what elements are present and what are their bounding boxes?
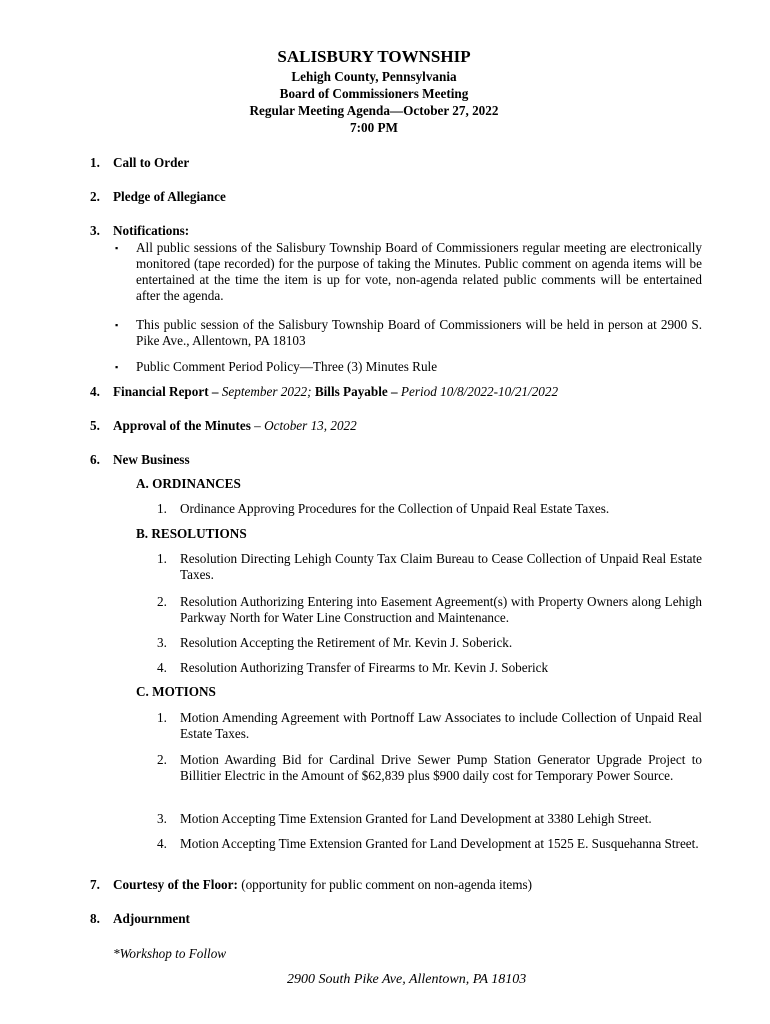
workshop-note: *Workshop to Follow [113,946,227,961]
item-number: 7. [90,877,100,892]
agenda-date-line: Regular Meeting Agenda—October 27, 2022 [249,103,499,118]
bullet-icon: ▪ [115,362,119,372]
motion-item: Motion Accepting Time Extension Granted for Land Development at 1525 E. Susquehanna Street. [180,836,699,851]
item-number: 6. [90,452,100,467]
sub-item-number: 1. [157,710,167,725]
item-number: 1. [90,155,100,170]
item-new-business: New Business [113,452,190,467]
section-ordinances: A. ORDINANCES [136,476,241,491]
item-pledge: Pledge of Allegiance [113,189,226,204]
meeting-time: 7:00 PM [350,120,398,135]
financial-report-period: September 2022; [221,384,312,399]
item-number: 5. [90,418,100,433]
courtesy-floor-desc: (opportunity for public comment on non-agenda items) [237,877,532,892]
notification-comment-policy: Public Comment Period Policy—Three (3) Minutes Rule [136,359,438,374]
item-number: 3. [90,223,100,238]
resolution-item: Resolution Directing Lehigh County Tax Claim Bureau to Cease Collection of Unpaid Real Estate Taxes. [180,551,702,582]
resolution-item: Resolution Authorizing Entering into Easement Agreement(s) with Property Owners along Lehigh Parkway North for Water Line Construction and Maintenance. [180,594,702,625]
item-courtesy-floor [113,877,532,893]
item-financial-report [113,384,558,400]
sub-item-number: 3. [157,811,167,826]
board-line: Board of Commissioners Meeting [279,86,469,101]
item-number: 2. [90,189,100,204]
item-number: 4. [90,384,100,399]
motion-item: Motion Accepting Time Extension Granted for Land Development at 3380 Lehigh Street. [180,811,652,826]
bullet-icon: ▪ [115,320,119,330]
item-number: 8. [90,911,100,926]
item-approval-minutes [113,418,357,434]
notification-location: This public session of the Salisbury Township Board of Commissioners will be held in person at 2900 S. Pike Ave., Allentown, PA 18103 [136,317,702,348]
sub-item-number: 2. [157,594,167,609]
approval-minutes-label: Approval of the Minutes [113,418,251,433]
section-resolutions: B. RESOLUTIONS [136,526,247,541]
motion-item: Motion Amending Agreement with Portnoff Law Associates to include Collection of Unpaid Real Estate Taxes. [180,710,702,741]
dash: – [208,384,222,399]
item-call-to-order: Call to Order [113,155,190,170]
bullet-icon: ▪ [115,243,119,253]
courtesy-floor-label: Courtesy of the Floor: [113,877,238,892]
item-notifications: Notifications: [113,223,190,238]
county-line: Lehigh County, Pennsylvania [291,69,457,84]
footer-address: 2900 South Pike Ave, Allentown, PA 18103 [287,972,527,987]
dash: – [387,384,401,399]
sub-item-number: 1. [157,551,167,566]
bills-payable-label: Bills Payable [311,384,388,399]
minutes-date: October 13, 2022 [264,418,357,433]
sub-item-number: 4. [157,660,167,675]
bills-payable-period: Period 10/8/2022-10/21/2022 [400,384,559,399]
item-adjournment: Adjournment [113,911,190,926]
resolution-item: Resolution Accepting the Retirement of Mr. Kevin J. Soberick. [180,635,513,650]
dash: – [250,418,265,433]
resolution-item: Resolution Authorizing Transfer of Firearms to Mr. Kevin J. Soberick [180,660,549,675]
section-motions: C. MOTIONS [136,684,216,699]
ordinance-item: Ordinance Approving Procedures for the Collection of Unpaid Real Estate Taxes. [180,501,610,516]
sub-item-number: 4. [157,836,167,851]
financial-report-label: Financial Report [113,384,209,399]
document-title: SALISBURY TOWNSHIP [277,47,471,66]
notification-recording: All public sessions of the Salisbury Township Board of Commissioners regular meeting are electronically monitored (tape recorded) for the purpose of taking the Minutes. Public comment on agenda items will be entertained at the time the item is up for vote, non-agenda related public comments will be entertained after the agenda. [136,240,702,303]
sub-item-number: 3. [157,635,167,650]
sub-item-number: 1. [157,501,167,516]
motion-item: Motion Awarding Bid for Cardinal Drive Sewer Pump Station Generator Upgrade Project to Billitier Electric in the Amount of $62,839 plus $900 daily cost for Temporary Power Source. [180,752,702,783]
sub-item-number: 2. [157,752,167,767]
